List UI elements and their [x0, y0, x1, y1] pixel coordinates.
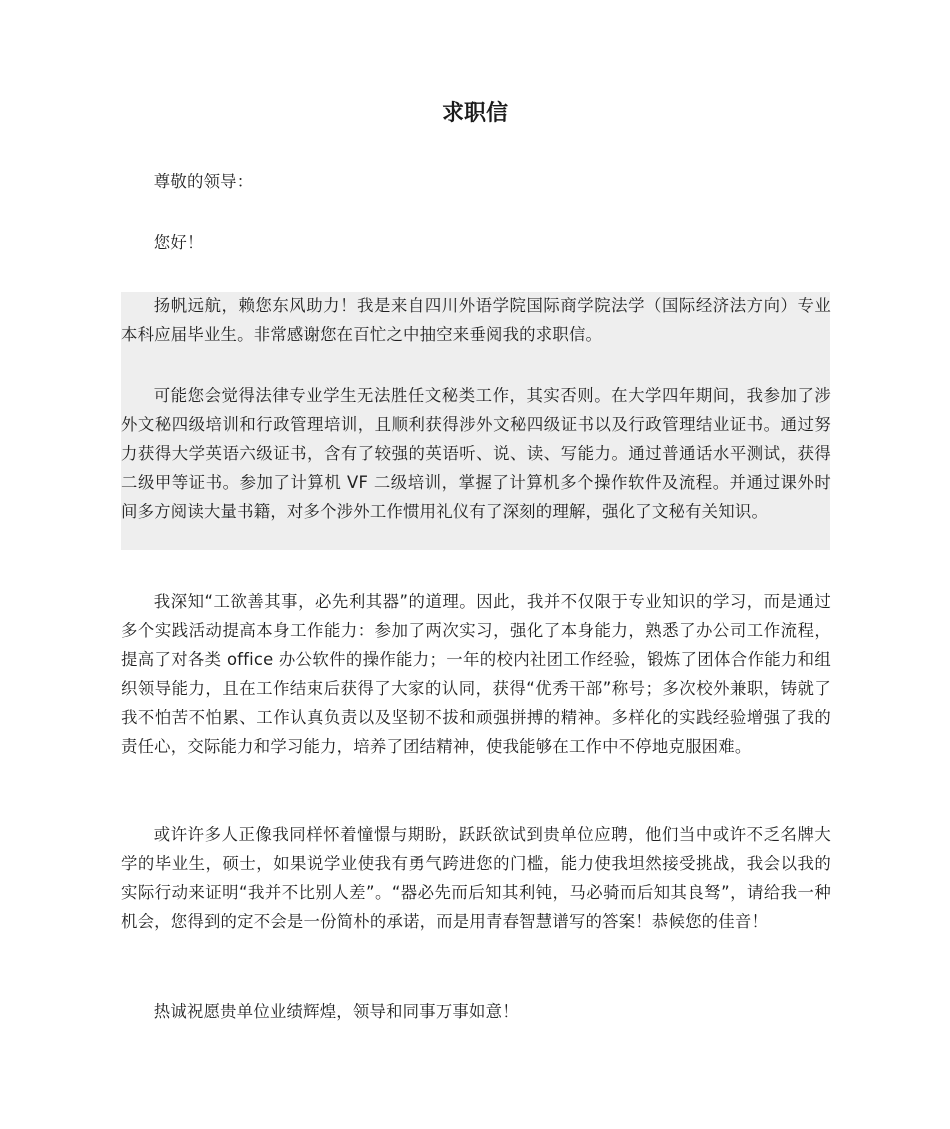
paragraph-experience: 我深知“工欲善其事，必先利其器”的道理。因此，我并不仅限于专业知识的学习，而是通过多个实践活动提高本身工作能力：参加了两次实习，强化了本身能力，熟悉了办公司工作流程，提高了对各类 office 办公软件的操作能力；一年的校内社团工作经验，锻炼了团体合作能力和组织领导能力，且在工作结束后获得了大家的认同，获得“优秀干部”称号；多次校外兼职，铸就了我不怕苦不怕累、工作认真负责以及坚韧不拔和顽强拼搏的精神。多样化的实践经验增强了我的责任心，交际能力和学习能力，培养了团结精神，使我能够在工作中不停地克服困难。	[121, 592, 831, 756]
greeting: 尊敬的领导：	[153, 172, 254, 191]
document-title: 求职信	[441, 101, 508, 126]
paragraph-closing: 热诚祝愿贵单位业绩辉煌，领导和同事万事如意！	[153, 1002, 519, 1021]
hello-line: 您好！	[153, 233, 204, 252]
paragraph-intro: 扬帆远航，赖您东风助力！我是来自四川外语学院国际商学院法学（国际经济法方向）专业本科应届毕业生。非常感谢您在百忙之中抽空来垂阅我的求职信。	[121, 296, 831, 344]
paragraph-qualifications: 可能您会觉得法律专业学生无法胜任文秘类工作，其实否则。在大学四年期间，我参加了涉外文秘四级培训和行政管理培训，且顺利获得涉外文秘四级证书以及行政管理结业证书。通过努力获得大学英语六级证书，含有了较强的英语听、说、读、写能力。通过普通话水平测试，获得二级甲等证书。参加了计算机 VF 二级培训，掌握了计算机多个操作软件及流程。并通过课外时间多方阅读大量书籍，对多个涉外工作惯用礼仪有了深刻的理解，强化了文秘有关知识。	[121, 386, 831, 521]
paragraph-request: 或许许多人正像我同样怀着憧憬与期盼，跃跃欲试到贵单位应聘，他们当中或许不乏名牌大学的毕业生，硕士，如果说学业使我有勇气跨进您的门槛，能力使我坦然接受挑战，我会以我的实际行动来证明“我并不比别人差”。“器必先而后知其利钝，马必骑而后知其良驽”，请给我一种机会，您得到的定不会是一份简朴的承诺，而是用青春智慧谱写的答案！恭候您的佳音！	[121, 825, 831, 931]
